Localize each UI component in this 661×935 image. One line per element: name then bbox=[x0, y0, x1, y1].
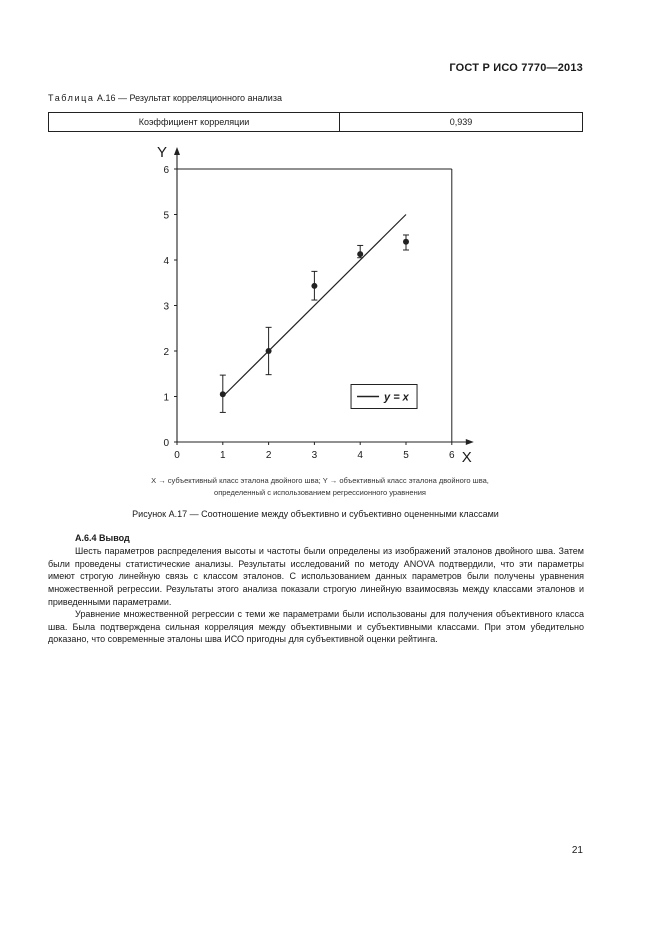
y-tick-label: 4 bbox=[163, 256, 169, 267]
correlation-table bbox=[48, 112, 583, 132]
data-point bbox=[403, 239, 409, 245]
figure-note-line2: определенный с использованием регрессионного уравнения bbox=[214, 488, 426, 497]
page-number: 21 bbox=[571, 845, 583, 856]
y-axis-label: Y bbox=[157, 144, 168, 161]
paragraph-1-text: Шесть параметров распределения высоты и частоты были определены из изображений эталонов двойного шва. Затем были проведены статистические анализы. Результаты исследований по методу ANOVA подтвердили, что эти параметры имеют строгую линейную связь с классом эталонов. С использованием данных параметров были получены уравнения множественной регрессии. Результаты этого анализа показали строгую линейную взаимосвязь между классами эталонов и приведенными параметрами. bbox=[48, 546, 584, 607]
y-tick-label: 6 bbox=[163, 165, 169, 176]
section-heading: А.6.4 Вывод bbox=[75, 533, 130, 543]
figure-note-line1: X → субъективный класс эталона двойного шва; Y → объективный класс эталона двойного шва, bbox=[151, 476, 489, 485]
table-caption-prefix: Таблица bbox=[48, 93, 95, 103]
y-tick-label: 3 bbox=[163, 301, 169, 313]
table-caption-title: А.16 — Результат корреляционного анализа bbox=[94, 93, 282, 103]
y-tick-label: 1 bbox=[163, 392, 169, 404]
standard-header: ГОСТ Р ИСО 7770—2013 bbox=[449, 62, 583, 74]
regression-line bbox=[223, 215, 406, 397]
table-caption bbox=[48, 93, 282, 103]
paragraph-2 bbox=[48, 608, 584, 646]
x-tick-label: 6 bbox=[449, 450, 455, 461]
figure-caption: Рисунок А.17 — Соотношение между объективно и субъективно оцененными классами bbox=[132, 509, 499, 519]
paragraph-1 bbox=[48, 545, 584, 609]
x-tick-label: 4 bbox=[357, 450, 363, 461]
y-tick-label: 2 bbox=[163, 347, 169, 358]
x-tick-label: 2 bbox=[265, 450, 272, 461]
paragraph-2-text: Уравнение множественной регрессии с теми же параметрами были использованы для получения объективного класса шва. Была подтверждена сильная корреляция между объективными и субъективными классами. При этом убедительно доказано, что современные эталоны шва ИСО пригодны для субъективной оценки рейтинга. bbox=[48, 609, 584, 645]
table-cell-label: Коэффициент корреляции bbox=[49, 113, 340, 131]
x-axis-label: X bbox=[461, 449, 472, 466]
y-axis-arrow bbox=[174, 147, 180, 155]
data-point bbox=[357, 251, 363, 257]
table-cell-value: 0,939 bbox=[449, 117, 473, 127]
x-tick-label: 5 bbox=[403, 450, 409, 461]
x-tick-label: 3 bbox=[311, 450, 318, 461]
data-point bbox=[266, 348, 272, 354]
y-tick-label: 0 bbox=[163, 438, 169, 449]
data-point bbox=[220, 391, 226, 397]
x-tick-label: 0 bbox=[174, 450, 180, 461]
x-axis-arrow bbox=[466, 439, 474, 445]
y-tick-label: 5 bbox=[163, 210, 169, 222]
x-tick-label: 1 bbox=[220, 450, 226, 461]
data-point bbox=[311, 283, 317, 289]
correlation-chart bbox=[140, 140, 485, 470]
legend-label: y = x bbox=[384, 391, 409, 404]
